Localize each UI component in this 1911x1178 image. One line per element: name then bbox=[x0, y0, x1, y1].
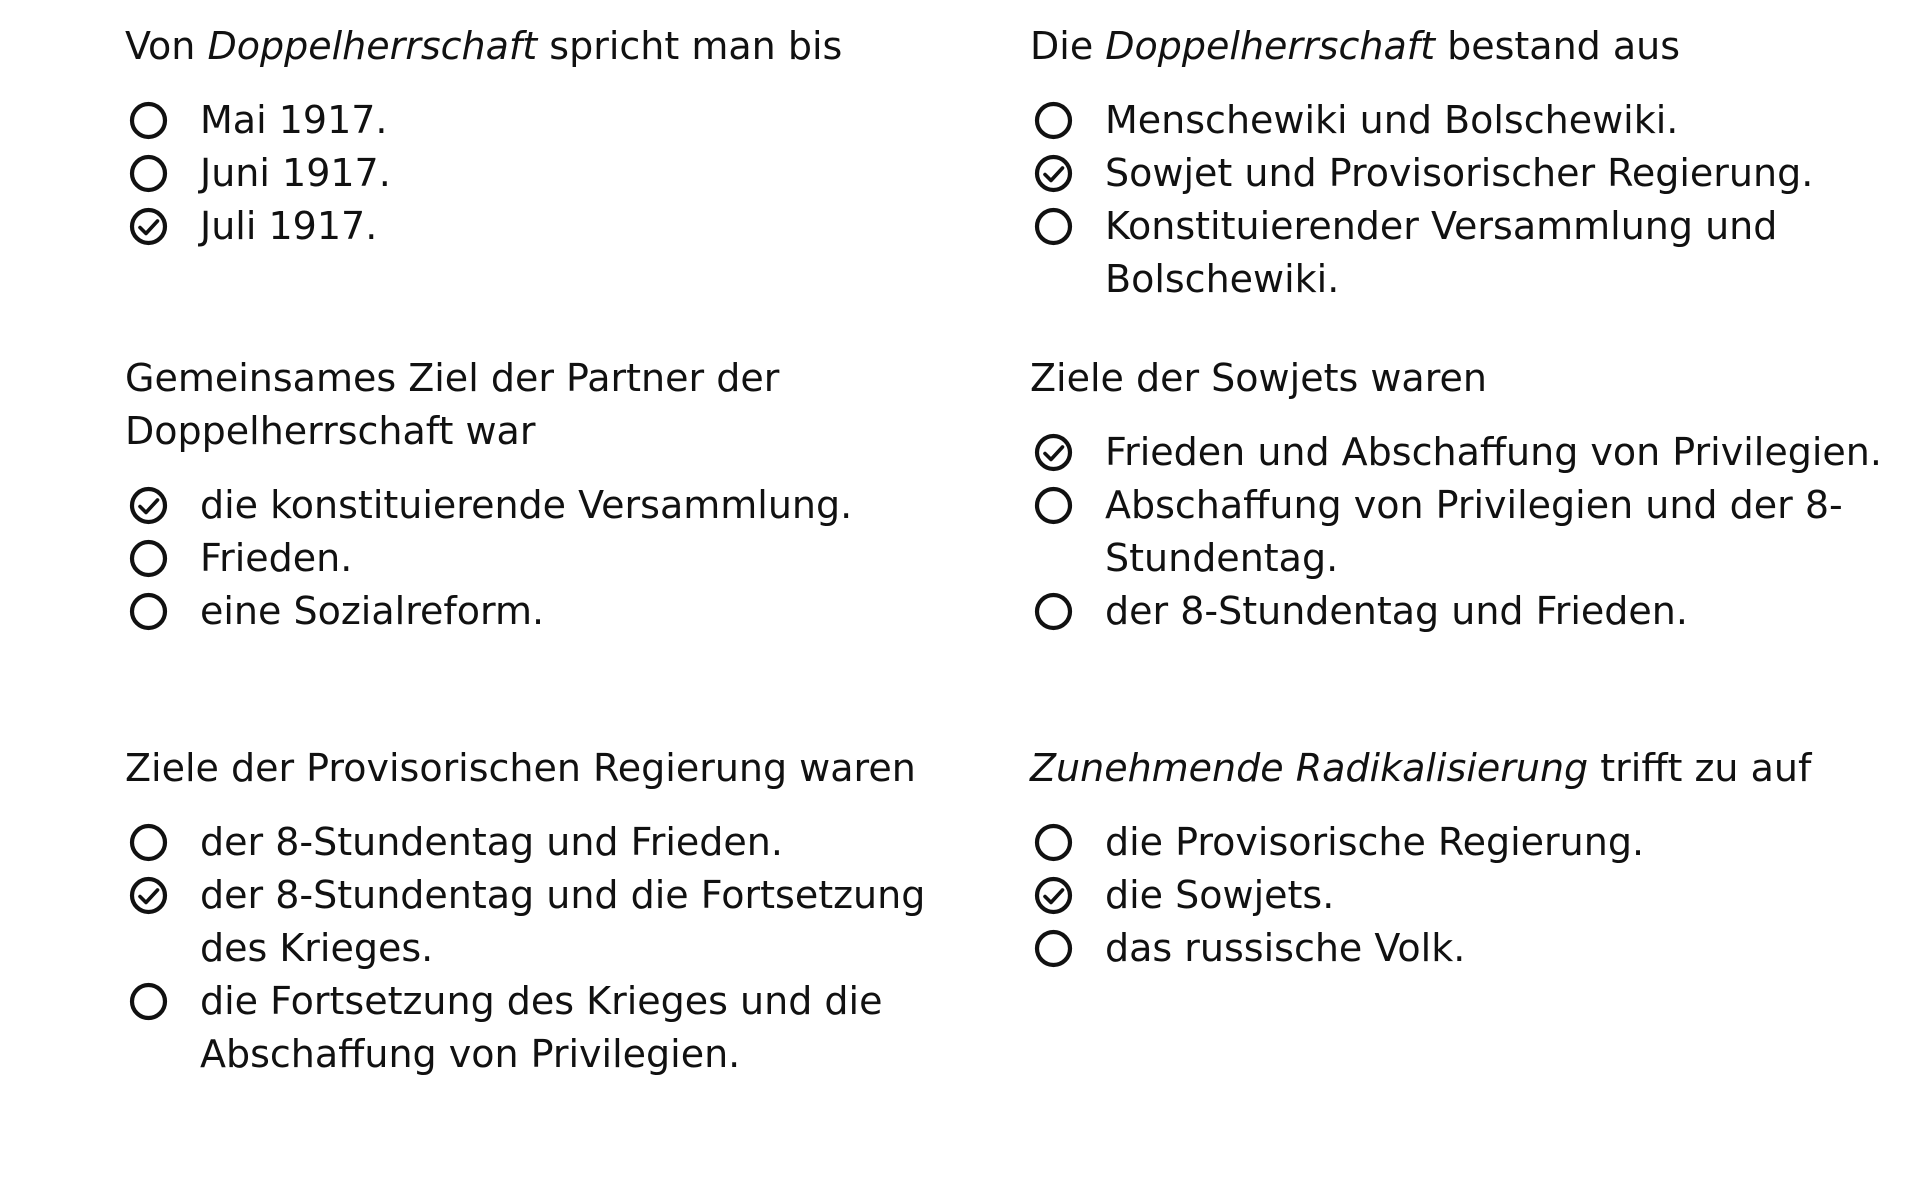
radio-unchecked-icon[interactable] bbox=[1034, 929, 1073, 968]
radio-checked-icon[interactable] bbox=[1034, 433, 1073, 472]
answer-option[interactable] bbox=[1030, 426, 1890, 479]
radio-unchecked-icon[interactable] bbox=[129, 539, 168, 578]
answer-option[interactable] bbox=[125, 94, 985, 147]
radio-unchecked-icon[interactable] bbox=[1034, 486, 1073, 525]
question-5-prompt bbox=[125, 742, 985, 795]
answer-label: Frieden. bbox=[200, 536, 353, 580]
radio-unchecked-icon[interactable] bbox=[1034, 823, 1073, 862]
prompt-text: trifft zu auf bbox=[1588, 746, 1812, 790]
answer-option[interactable] bbox=[125, 816, 985, 869]
radio-unchecked-icon[interactable] bbox=[129, 101, 168, 140]
question-3 bbox=[125, 352, 985, 638]
radio-checked-icon[interactable] bbox=[1034, 154, 1073, 193]
answer-label: Juni 1917. bbox=[200, 151, 391, 195]
question-4-prompt bbox=[1030, 352, 1890, 405]
radio-unchecked-icon[interactable] bbox=[129, 982, 168, 1021]
answer-label: die konstituierende Versammlung. bbox=[200, 483, 853, 527]
answer-option[interactable] bbox=[1030, 479, 1890, 585]
answer-label: die Sowjets. bbox=[1105, 873, 1335, 917]
radio-unchecked-icon[interactable] bbox=[1034, 592, 1073, 631]
radio-unchecked-icon[interactable] bbox=[129, 592, 168, 631]
answer-label: Menschewiki und Bolschewiki. bbox=[1105, 98, 1679, 142]
radio-unchecked-icon[interactable] bbox=[1034, 207, 1073, 246]
answer-option[interactable] bbox=[125, 975, 985, 1081]
answer-option[interactable] bbox=[1030, 816, 1890, 869]
answer-label: Mai 1917. bbox=[200, 98, 388, 142]
question-4 bbox=[1030, 352, 1890, 638]
prompt-text: Von bbox=[125, 24, 208, 68]
prompt-emphasis: Zunehmende Radikalisierung bbox=[1030, 746, 1589, 790]
answer-label: das russische Volk. bbox=[1105, 926, 1466, 970]
radio-checked-icon[interactable] bbox=[129, 207, 168, 246]
question-2 bbox=[1030, 20, 1890, 306]
question-1 bbox=[125, 20, 985, 253]
question-4-options bbox=[1030, 426, 1890, 638]
prompt-emphasis: Doppelherrschaft bbox=[207, 24, 538, 68]
answer-label: Abschaffung von Privilegien und der 8-Stundentag. bbox=[1105, 483, 1843, 580]
answer-option[interactable] bbox=[1030, 94, 1890, 147]
answer-option[interactable] bbox=[1030, 922, 1890, 975]
answer-option[interactable] bbox=[125, 869, 985, 975]
answer-option[interactable] bbox=[125, 532, 985, 585]
answer-label: der 8-Stundentag und Frieden. bbox=[200, 820, 783, 864]
question-3-options bbox=[125, 479, 985, 638]
prompt-text: spricht man bis bbox=[537, 24, 843, 68]
answer-option[interactable] bbox=[1030, 869, 1890, 922]
prompt-text: bestand aus bbox=[1435, 24, 1681, 68]
answer-option[interactable] bbox=[125, 585, 985, 638]
question-2-prompt bbox=[1030, 20, 1890, 73]
answer-label: Sowjet und Provisorischer Regierung. bbox=[1105, 151, 1814, 195]
answer-label: die Provisorische Regierung. bbox=[1105, 820, 1645, 864]
answer-option[interactable] bbox=[1030, 200, 1890, 306]
answer-option[interactable] bbox=[125, 200, 985, 253]
answer-label: der 8-Stundentag und Frieden. bbox=[1105, 589, 1688, 633]
prompt-emphasis: Doppelherrschaft bbox=[1105, 24, 1436, 68]
radio-unchecked-icon[interactable] bbox=[129, 823, 168, 862]
prompt-text: Ziele der Provisorischen Regierung waren bbox=[125, 746, 916, 790]
radio-checked-icon[interactable] bbox=[129, 486, 168, 525]
question-6-prompt bbox=[1030, 742, 1890, 795]
radio-unchecked-icon[interactable] bbox=[1034, 101, 1073, 140]
question-5-options bbox=[125, 816, 985, 1081]
answer-label: Konstituierender Versammlung und Bolschewiki. bbox=[1105, 204, 1778, 301]
answer-option[interactable] bbox=[125, 479, 985, 532]
question-6 bbox=[1030, 742, 1890, 975]
question-3-prompt bbox=[125, 352, 985, 458]
answer-label: Juli 1917. bbox=[200, 204, 378, 248]
answer-option[interactable] bbox=[1030, 147, 1890, 200]
answer-option[interactable] bbox=[1030, 585, 1890, 638]
radio-checked-icon[interactable] bbox=[1034, 876, 1073, 915]
answer-label: der 8-Stundentag und die Fortsetzung des Krieges. bbox=[200, 873, 926, 970]
answer-label: die Fortsetzung des Krieges und die Abschaffung von Privilegien. bbox=[200, 979, 883, 1076]
question-5 bbox=[125, 742, 985, 1081]
prompt-text: Ziele der Sowjets waren bbox=[1030, 356, 1487, 400]
question-1-prompt bbox=[125, 20, 985, 73]
radio-checked-icon[interactable] bbox=[129, 876, 168, 915]
answer-option[interactable] bbox=[125, 147, 985, 200]
question-2-options bbox=[1030, 94, 1890, 306]
question-6-options bbox=[1030, 816, 1890, 975]
radio-unchecked-icon[interactable] bbox=[129, 154, 168, 193]
prompt-text: Die bbox=[1030, 24, 1106, 68]
question-1-options bbox=[125, 94, 985, 253]
answer-label: Frieden und Abschaffung von Privilegien. bbox=[1105, 430, 1882, 474]
prompt-text: Gemeinsames Ziel der Partner der Doppelherrschaft war bbox=[125, 356, 780, 453]
answer-label: eine Sozialreform. bbox=[200, 589, 545, 633]
